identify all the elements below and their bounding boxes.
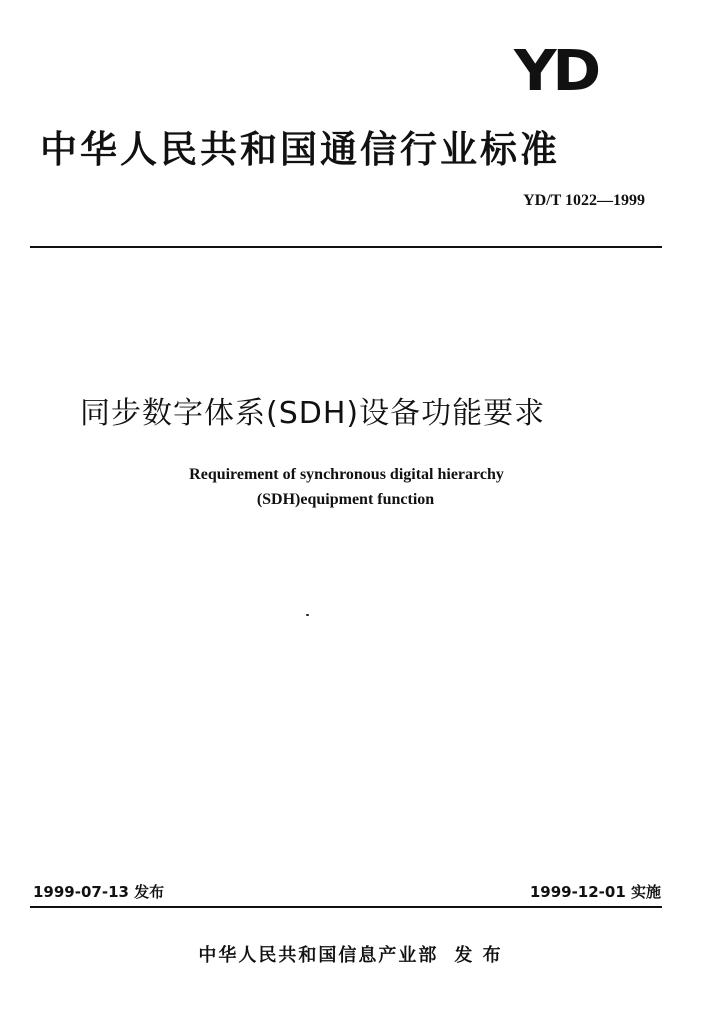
document-title-chinese: 同步数字体系(SDH)设备功能要求 [80,396,546,431]
document-title-english-line2: (SDH)equipment function [256,491,435,508]
scan-speck [306,614,309,616]
publisher-action: 发 布 [454,945,503,966]
top-divider [30,246,662,248]
publisher-name: 中华人民共和国信息产业部 [198,945,439,966]
standard-number: YD/T 1022—1999 [523,192,645,209]
bottom-divider [30,906,662,908]
issue-date: 1999-07-13 发布 [33,883,165,901]
yd-logo: YD [514,39,597,104]
implementation-date: 1999-12-01 实施 [529,883,661,901]
document-title-english-line1: Requirement of synchronous digital hierarchy [189,466,504,483]
organization-title: 中华人民共和国通信行业标准 [40,128,560,171]
publisher [0,941,701,967]
